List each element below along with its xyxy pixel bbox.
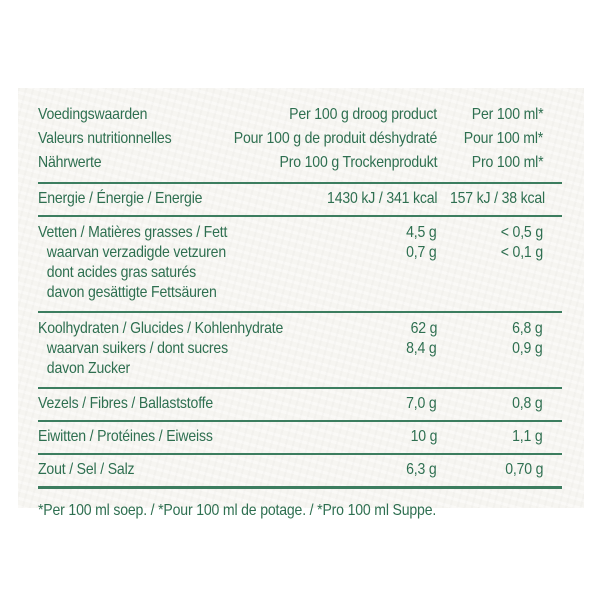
row-protein [38,422,562,453]
table-row-line [38,319,562,339]
table-row-line [38,189,562,209]
value-per-100ml: 157 kJ / 38 kcal [449,190,545,207]
table-body [38,184,562,489]
row-label: Energie / Énergie / Energie [38,190,203,207]
header-title-de: Nährwerte [38,154,102,171]
row-energy [38,184,562,215]
row-label: Eiwitten / Protéines / Eiweiss [38,428,213,445]
row-label: davon gesättigte Fettsäuren [46,284,217,301]
value-per-100ml: < 0,1 g [500,244,543,261]
table-row-line [38,263,562,283]
header-per-100ml-nl: Per 100 ml* [471,106,543,123]
row-label: Vetten / Matières grasses / Fett [38,224,228,241]
table-row-line [38,283,562,303]
table-row-line [38,359,562,379]
row-label: Koolhydraten / Glucides / Kohlenhydrate [38,320,284,337]
header-per-100ml-fr: Pour 100 ml* [463,130,543,147]
table-header [38,103,562,182]
header-title-nl: Voedingswaarden [38,106,148,123]
value-per-100g: 8,4 g [406,340,437,357]
value-per-100ml: 1,1 g [512,428,543,445]
header-per-100g-fr: Pour 100 g de produit déshydraté [233,130,437,147]
row-carbohydrate [38,313,562,387]
value-per-100g: 62 g [410,320,437,337]
value-per-100g: 7,0 g [406,395,437,412]
value-per-100ml: 6,8 g [512,320,543,337]
header-per-100g-column [197,103,437,175]
nutrition-table [38,103,562,521]
row-salt [38,455,562,486]
value-per-100g: 4,5 g [406,224,437,241]
table-row-line [38,427,562,447]
value-per-100ml: < 0,5 g [500,224,543,241]
nutrition-label-card [18,88,584,519]
value-per-100ml: 0,70 g [504,461,543,478]
value-per-100g: 10 g [410,428,437,445]
row-label: Vezels / Fibres / Ballaststoffe [38,395,214,412]
row-label: davon Zucker [46,360,131,377]
row-fat [38,217,562,311]
header-nutrition-facts-column [38,103,197,175]
table-row-line [38,460,562,480]
table-row-line [38,223,562,243]
value-per-100g: 1430 kJ / 341 kcal [326,190,437,207]
table-row-line [38,394,562,414]
header-per-100g-de: Pro 100 g Trockenprodukt [279,154,437,171]
header-per-100ml-de: Pro 100 ml* [471,154,543,171]
row-fibre [38,389,562,420]
footnote [38,501,562,521]
header-per-100ml-column [437,103,562,175]
row-label: waarvan verzadigde vetzuren [46,244,226,261]
header-title-fr: Valeurs nutritionnelles [38,130,172,147]
value-per-100ml: 0,8 g [512,395,543,412]
header-per-100g-nl: Per 100 g droog product [289,106,437,123]
table-row-line [38,243,562,263]
footnote-text: *Per 100 ml soep. / *Pour 100 ml de potage. / *Pro 100 ml Suppe. [38,502,437,519]
value-per-100ml: 0,9 g [512,340,543,357]
row-label: Zout / Sel / Salz [38,461,135,478]
divider-rule [38,486,562,489]
row-label: dont acides gras saturés [46,264,196,281]
table-row-line [38,339,562,359]
value-per-100g: 0,7 g [406,244,437,261]
value-per-100g: 6,3 g [406,461,437,478]
row-label: waarvan suikers / dont sucres [46,340,228,357]
